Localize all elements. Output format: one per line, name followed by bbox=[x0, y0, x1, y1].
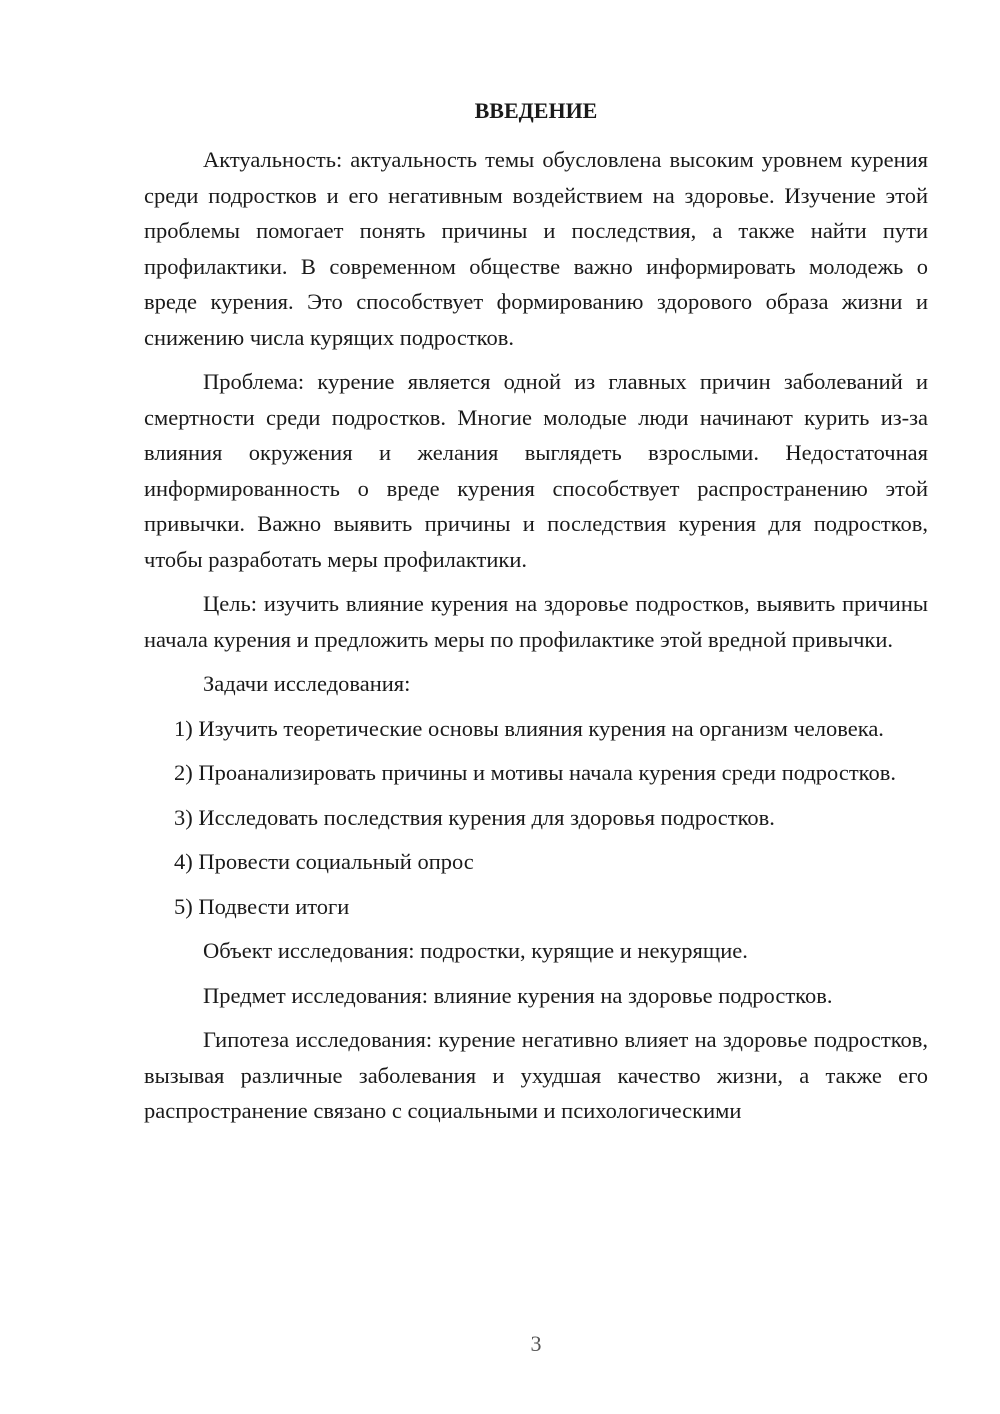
paragraph-hypothesis: Гипотеза исследования: курение негативно влияет на здоровье подростков, вызывая различные заболевания и ухудшая качество жизни, а также его распространение связано с социальными и психологическими bbox=[144, 1027, 928, 1123]
task-item-3: 3) Исследовать последствия курения для здоровья подростков. bbox=[174, 804, 775, 830]
paragraph-problem: Проблема: курение является одной из главных причин заболеваний и смертности среди подростков. Многие молодые люди начинают курить из-за влияния окружения и желания выглядеть взрослыми. Недостаточная информированность о вреде курения способствует распространению этой привычки. Важно выявить причины и последствия курения для подростков, чтобы разработать меры профилактики. bbox=[144, 369, 928, 572]
task-item-2: 2) Проанализировать причины и мотивы начала курения среди подростков. bbox=[174, 760, 896, 785]
paragraph-subject: Предмет исследования: влияние курения на здоровье подростков. bbox=[203, 982, 833, 1008]
task-item-1: 1) Изучить теоретические основы влияния курения на организм человека. bbox=[174, 715, 884, 741]
paragraph-object: Объект исследования: подростки, курящие и некурящие. bbox=[203, 938, 748, 963]
task-item-5: 5) Подвести итоги bbox=[174, 893, 350, 919]
paragraph-relevance: Актуальность: актуальность темы обусловлена высоким уровнем курения среди подростков и его негативным воздействием на здоровье. Изучение этой проблемы помогает понять причины и последствия, а также найти пути профилактики. В современном обществе важно информировать молодежь о вреде курения. Это способствует формированию здорового образа жизни и снижению числа курящих подростков. bbox=[144, 147, 928, 350]
page-title: ВВЕДЕНИЕ bbox=[474, 98, 598, 123]
document-body bbox=[144, 142, 928, 1138]
paragraph-goal: Цель: изучить влияние курения на здоровье подростков, выявить причины начала курения и предложить меры по профилактике этой вредной привычки. bbox=[144, 591, 928, 652]
task-item-4: 4) Провести социальный опрос bbox=[174, 849, 474, 874]
tasks-heading: Задачи исследования: bbox=[203, 671, 411, 696]
page-number: 3 bbox=[530, 1331, 542, 1356]
